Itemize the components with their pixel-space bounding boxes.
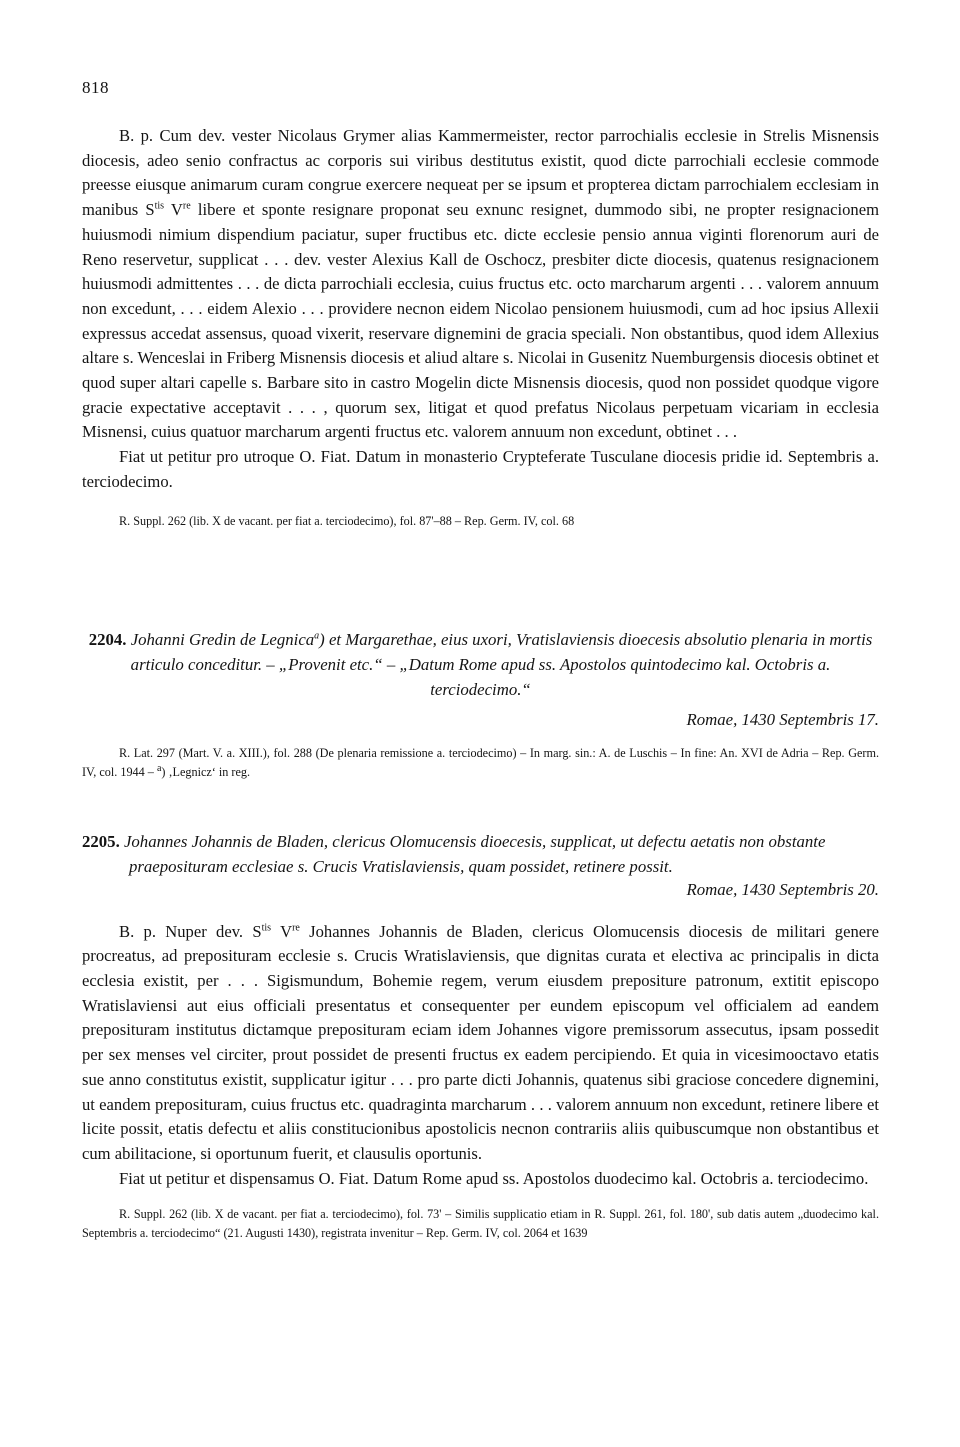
archival-reference: R. Lat. 297 (Mart. V. a. XIII.), fol. 288 (De plenaria remissione a. terciodecimo) – In marg. sin.: A. de Luschis – In fine: An. XVI de Adria – Rep. Germ. IV, col. 1944 – $^a$) ‚Legnicz‘ in reg. <box>82 746 879 780</box>
entry-number: 2205. <box>82 832 120 851</box>
archival-reference: R. Suppl. 262 (lib. X de vacant. per fiat a. terciodecimo), fol. 87'–88 – Rep. Germ. IV, col. 68 <box>119 513 575 528</box>
petition-paragraph: B. p. Nuper dev. $S^{tis}$ Vre Johannes Johannis de Bladen, clericus Olomucensis diocesis de militari genere procreatus, ad preposituram ecclesie s. Crucis Wratislaviensis, que dignitas curata et electiva ac principalis in dicta ecclesia existit, per . . . Sigismundum, Bohemie regem, verum eiusdem prepositure patronum, extitit episcopo Wratislaviensi aut eius officiali presentatus et consequenter per eundem episcopum vel officialem ad eandem preposituram institutus dictamque preposituram eciam idem Johannes vigore premissorum assecutus, ipsam possedit per sex menses vel circiter, prout possidet de presenti fructus ex eadem percipiendo. Et quia in vicesimooctavo etatis sue anno constitutus existit, supplicatur igitur . . . pro parte dicti Johannis, quatenus sibi graciose concedere dignemini, ut eandem preposituram, cuius fructus etc. quadraginta marcharum . . . valorem annuum non excedunt, retinere libere et licite possit, etatis defectu et aliis constitucionibus apostolicis necnon contrariis aliis quibuscumque non obstantibus et cum abilitacione, si oportunum fuerit, et clausulis oportunis. <box>82 921 880 1163</box>
entry-heading: 2205. Johannes Johannis de Bladen, clericus Olomucensis dioecesis, supplicat, ut defectu aetatis non obstante praeposituram ecclesiae s. Crucis Vratislaviensis, quam possidet, retinere possit. <box>82 832 826 876</box>
archival-reference: R. Suppl. 262 (lib. X de vacant. per fiat a. terciodecimo), fol. 73' – Similis supplicatio etiam in R. Suppl. 261, fol. 180', sub datis autem „duodecimo kal. Septembris a. terciodecimo“ (21. Augusti 1430), registrata invenitur – Rep. Germ. IV, col. 2064 et 1639 <box>82 1207 879 1241</box>
entry-2205 <box>82 830 879 1243</box>
entry-date: Romae, 1430 Septembris 17. <box>686 710 879 730</box>
entry-2203-tail <box>82 124 879 531</box>
concession-paragraph: Fiat ut petitur et dispensamus O. Fiat. Datum Rome apud ss. Apostolos duodecimo kal. Octobris a. terciodecimo. <box>119 1168 869 1188</box>
entry-date: Romae, 1430 Septembris 20. <box>686 879 879 899</box>
entry-number: 2204. <box>88 630 127 649</box>
concession-paragraph: Fiat ut petitur pro utroque O. Fiat. Datum in monasterio Crypteferate Tusculane diocesis pridie id. Septembris a. terciodecimo. <box>82 447 879 491</box>
page-number: 818 <box>82 78 109 97</box>
petition-paragraph: B. p. Cum dev. vester Nicolaus Grymer alias Kammermeister, rector parrochialis ecclesie in Strelis Misnensis diocesis, adeo senio confractus ac corporis sui viribus destitutus existit, quod dicte parrochiali ecclesie commode preesse eiusque animarum curam congrue exercere nequeat per se ipsum et propterea dictam parrochialem ecclesiam in manibus $S^{tis}$ Vre libere et sponte resignare proponat seu exnunc resignet, dummodo sibi, ne propter resignacionem huiusmodi nimium dispendium paciatur, super fructibus etc. dicte ecclesie pensio annua viginti florenorum auri de Reno reservetur, supplicat . . . dev. vester Alexius Kall de Oschocz, presbiter dicte diocesis, quatenus resignacionem huiusmodi admittentes . . . de dicta parrochiali ecclesia, cuius fructus etc. octo marcharum argenti . . . valorem annuum non excedunt, . . . eidem Alexio . . . providere necnon eidem Nicolao pensionem huiusmodi, cum ad hoc ipsius Allexii expressus accedat assensus, quoad vixerit, reservare dignemini de gracia speciali. Non obstantibus, quod idem Allexius altare s. Wenceslai in Friberg Misnensis diocesis et aliud altare s. Nicolai in Gusenitz Nuemburgensis diocesis obtinet et quod super altari capelle s. Barbare sito in castro Mogelin dicte Misnensis diocesis, quod non possidet quodque vigore gracie expectative acceptavit . . . , quorum sex, litigat et quod prefatus Nicolaus perpetuam vicariam in ecclesia Misnensi, cuius quatuor marcharum argenti fructus etc. valorem annuum non excedunt, obtinet . . . <box>82 126 880 442</box>
entry-2204 <box>82 628 879 782</box>
entry-heading: 2204. Johanni Gredin de Legnica$^a$) et Margarethae, eius uxori, Vratislaviensis dioecesis absolutio plenaria in mortis articulo conceditur. – „Provenit etc.“ – „Datum Rome apud ss. Apostolos quintodecimo kal. Octobris a. terciodecimo.“ <box>88 630 873 699</box>
